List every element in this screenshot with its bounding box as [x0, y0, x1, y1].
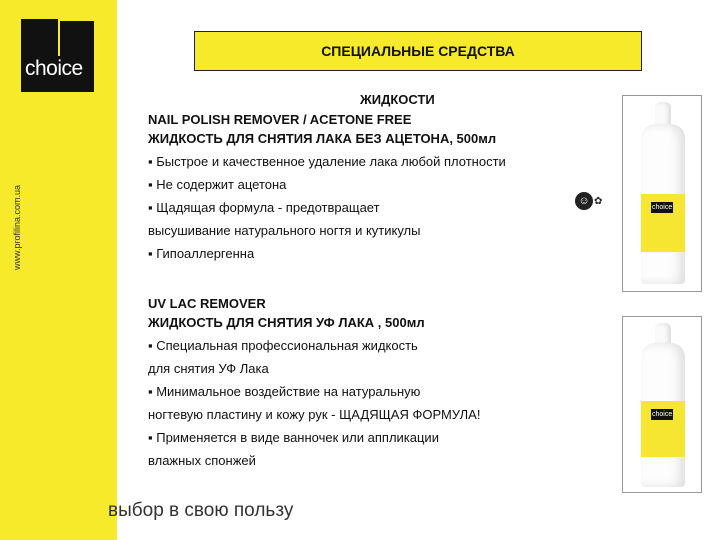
smiley-icon: ☺	[575, 192, 593, 210]
product-2-line: ▪ Минимальное воздействие на натуральную	[148, 384, 421, 399]
product-1-line: ▪ Быстрое и качественное удаление лака любой плотности	[148, 154, 506, 169]
choice-logo: choice	[21, 19, 94, 92]
product-2-block	[148, 294, 608, 470]
product-1-line: ▪ Не содержит ацетона	[148, 177, 287, 192]
header-title: СПЕЦИАЛЬНЫЕ СРЕДСТВА	[321, 43, 515, 59]
vertical-url-text: www.profilina.com.ua	[12, 184, 22, 270]
bottle-cap	[655, 102, 671, 126]
product-2-name-ru: ЖИДКОСТЬ ДЛЯ СНЯТИЯ УФ ЛАКА , 500мл	[148, 315, 425, 330]
product-1-line: ▪ Щадящая формула - предотвращает	[148, 200, 380, 215]
product-1-name-en: NAIL POLISH REMOVER / ACETONE FREE	[148, 112, 412, 127]
small-face-icon: ✿	[594, 196, 603, 207]
product-2-line: ▪ Применяется в виде ванночек или аппликации	[148, 430, 439, 445]
yellow-sidebar	[0, 0, 117, 540]
product-1-line: высушивание натурального ногтя и кутикулы	[148, 223, 421, 238]
product-2-line: ▪ Специальная профессиональная жидкость	[148, 338, 418, 353]
product-1-line: ▪ Гипоаллергенна	[148, 246, 255, 261]
product-2-line: ногтевую пластину и кожу рук - ЩАДЯЩАЯ ФОРМУЛА!	[148, 407, 481, 422]
slogan-text: выбор в свою пользу	[108, 500, 294, 521]
product-2-line: влажных спонжей	[148, 453, 256, 468]
product-1-bottle-image	[622, 95, 702, 292]
header-title-box	[194, 31, 642, 71]
product-2-name-en: UV LAC REMOVER	[148, 296, 266, 311]
product-2-bottle-image	[622, 316, 702, 493]
bottle-logo: choice	[652, 204, 673, 211]
section-subtitle: ЖИДКОСТИ	[360, 92, 435, 107]
bottle-cap	[655, 323, 671, 345]
product-2-line: для снятия УФ Лака	[148, 361, 269, 376]
product-1-block	[148, 110, 608, 263]
bottle-logo: choice	[652, 411, 673, 418]
product-1-name-ru: ЖИДКОСТЬ ДЛЯ СНЯТИЯ ЛАКА БЕЗ АЦЕТОНА, 500мл	[148, 131, 497, 146]
